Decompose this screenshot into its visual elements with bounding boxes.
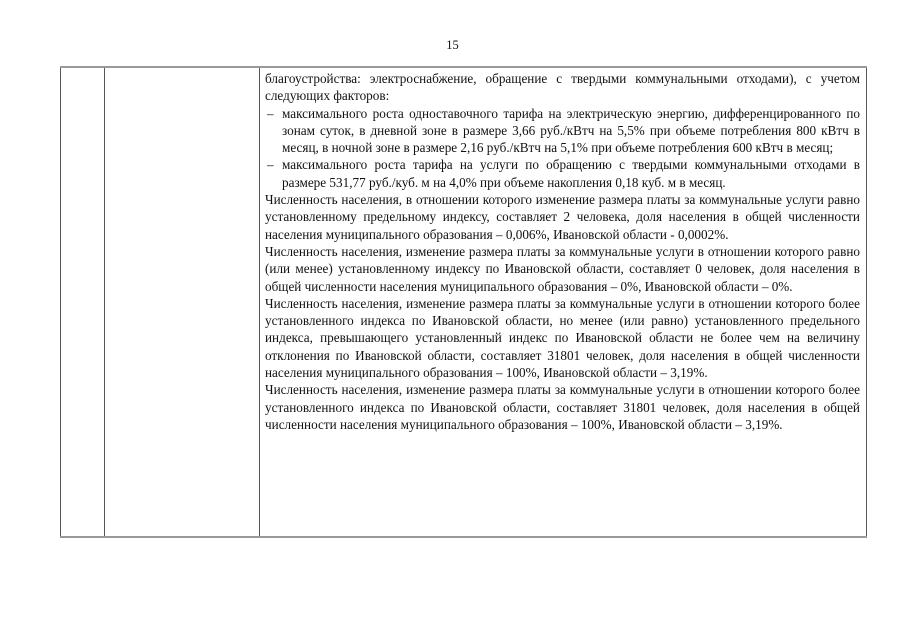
page-number: 15 [446, 38, 459, 52]
population-paragraph: Численность населения, изменение размера платы за коммунальные услуги в отношении которого более установленного индекса по Ивановской области, составляет 31801 человек, доля населения в общей численности населения муниципального образования – 100%, Ивановской области – 3,19%. [265, 382, 860, 432]
table-cell-number [61, 67, 105, 537]
table-cell-name [105, 67, 260, 537]
population-paragraph: Численность населения, в отношении которого изменение размера платы за коммунальные услуги равно установленному предельному индексу, составляет 2 человека, доля населения в общей численности населения муниципального образования – 0,006%, Ивановской области - 0,0002%. [265, 192, 860, 242]
description-text [265, 70, 860, 433]
table-cell-description [260, 67, 867, 537]
population-paragraph: Численность населения, изменение размера платы за коммунальные услуги в отношении которого равно (или менее) установленному индексу по Ивановской области, составляет 0 человек, доля населения в общей численности населения муниципального образования – 0%, Ивановской области – 0%. [265, 243, 860, 294]
dash-marker: – [267, 105, 274, 121]
bullet-text: максимального роста одноставочного тарифа на электрическую энергию, дифференцированного по зонам суток, в дневной зоне в размере 3,66 руб./кВтч на 5,5% при объеме потребления 800 кВтч в месяц, в ночной зоне в размере 2,16 руб./кВтч на 5,1% при объеме потребления 600 кВтч в месяц; [282, 105, 860, 156]
table-row [61, 67, 867, 537]
intro-paragraph: благоустройства: электроснабжение, обращение с твердыми коммунальными отходами), с учетом следующих факторов: [265, 71, 860, 104]
bullet-item [265, 105, 860, 157]
bullet-item [265, 156, 860, 191]
bullet-text: максимального роста тарифа на услуги по обращению с твердыми коммунальными отходами в размере 531,77 руб./куб. м на 4,0% при объеме накопления 0,18 куб. м в месяц. [282, 157, 860, 190]
population-paragraph: Численность населения, изменение размера платы за коммунальные услуги в отношении которого более установленного индекса по Ивановской области, но менее (или равно) установленного предельного индекса, превышающего установленный индекс по Ивановской области не более чем на величину отклонения по Ивановской области, составляет 31801 человек, доля населения в общей численности населения муниципального образования – 100%, Ивановской области – 3,19%. [265, 295, 860, 381]
dash-marker: – [267, 157, 274, 173]
document-table [60, 66, 867, 538]
